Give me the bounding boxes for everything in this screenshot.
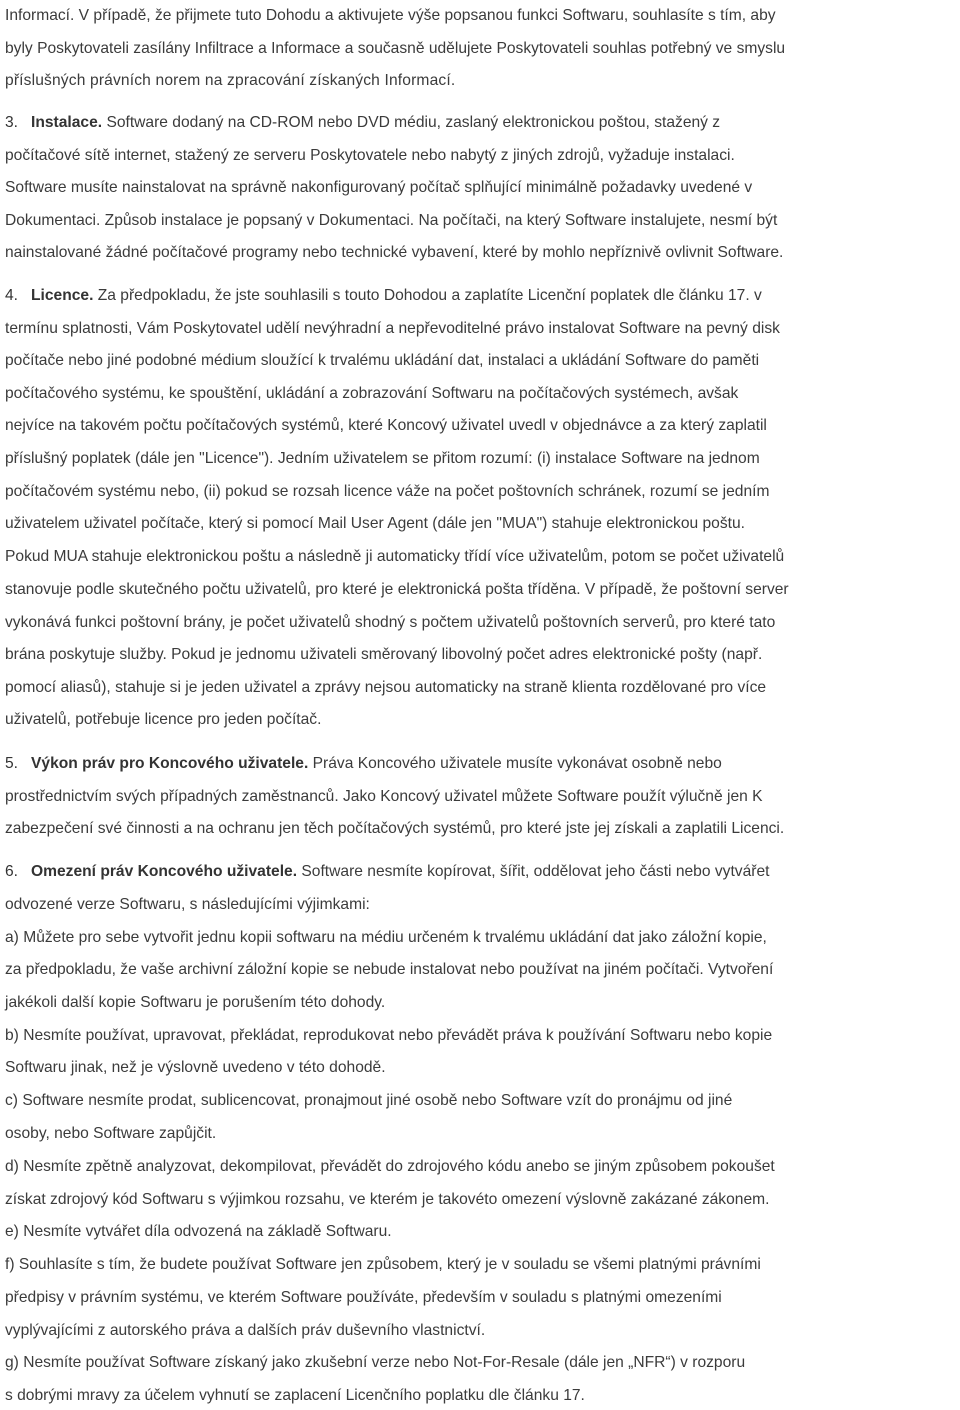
text-line: nainstalované žádné počítačové programy nebo technické vybavení, které by mohlo nepříznivě ovlivnit Software. xyxy=(5,244,784,261)
text-line: Software musíte nainstalovat na správně nakonfigurovaný počítač splňující minimálně požadavky uvedené v xyxy=(5,179,753,196)
section-text: Software nesmíte kopírovat, šířit, oddělovat jeho části nebo vytvářet xyxy=(301,863,770,880)
text-line: uživatelem uživatel počítače, který si pomocí Mail User Agent (dále jen "MUA") stahuje elektronickou poštu. xyxy=(5,515,745,532)
text-line: osoby, nebo Software zapůjčit. xyxy=(5,1125,217,1142)
section-3-first-line xyxy=(5,113,720,133)
text-line: za předpokladu, že vaše archivní záložní kopie se nebude instalovat nebo používat na jiném počítači. Vytvoření xyxy=(5,961,774,978)
text-line: uživatelů, potřebuje licence pro jeden počítač. xyxy=(5,711,322,728)
section-6-first-line xyxy=(5,862,769,882)
list-item-e: e) Nesmíte vytvářet díla odvozená na základě Softwaru. xyxy=(5,1223,392,1240)
text-line: vyplývajícími z autorského práva a dalších práv duševního vlastnictví. xyxy=(5,1322,486,1339)
text-line: počítačovém systému nebo, (ii) pokud se rozsah licence váže na počet poštovních schránek, rozumí se jedním xyxy=(5,483,770,500)
text-line: termínu splatnosti, Vám Poskytovatel udělí nevýhradní a nepřevoditelné právo instalovat Software na pevný disk xyxy=(5,320,780,337)
text-line: pomocí aliasů), stahuje si je jeden uživatel a zprávy nejsou automaticky na straně klienta rozdělované pro více xyxy=(5,679,767,696)
text-line: jakékoli další kopie Softwaru je porušením této dohody. xyxy=(5,994,386,1011)
text-line: počítačové sítě internet, stažený ze serveru Poskytovatele nebo nabytý z jiných zdrojů, vyžaduje instalaci. xyxy=(5,147,735,164)
list-item-a: a) Můžete pro sebe vytvořit jednu kopii softwaru na médiu určeném k trvalému ukládání dat jako záložní kopie, xyxy=(5,929,767,946)
list-item-g: g) Nesmíte používat Software získaný jako zkušební verze nebo Not-For-Resale (dále jen „NFR“) v rozporu xyxy=(5,1354,746,1371)
text-line: byly Poskytovateli zasílány Infiltrace a Informace a současně udělujete Poskytovateli souhlas potřebný ve smyslu xyxy=(5,40,786,57)
text-line: Softwaru jinak, než je výslovně uvedeno v této dohodě. xyxy=(5,1059,386,1076)
text-line: získat zdrojový kód Softwaru s výjimkou rozsahu, ve kterém je takovéto omezení výslovně zakázané zákonem. xyxy=(5,1191,770,1208)
text-line: odvozené verze Softwaru, s následujícími výjimkami: xyxy=(5,896,370,913)
text-line: brána poskytuje služby. Pokud je jednomu uživateli směrovaný libovolný počet adres elektronické pošty (např. xyxy=(5,646,763,663)
text-line: Dokumentaci. Způsob instalace je popsaný v Dokumentaci. Na počítači, na který Software instalujete, nesmí být xyxy=(5,212,778,229)
list-item-b: b) Nesmíte používat, upravovat, překládat, reprodukovat nebo převádět práva k používání Softwaru nebo kopie xyxy=(5,1027,773,1044)
text-line: Pokud MUA stahuje elektronickou poštu a následně ji automaticky třídí více uživatelům, potom se počet uživatelů xyxy=(5,548,785,565)
section-5-first-line xyxy=(5,754,722,774)
section-text: Za předpokladu, že jste souhlasili s touto Dohodou a zaplatíte Licenční poplatek dle článku 17. v xyxy=(97,287,762,304)
section-heading: Licence. xyxy=(31,287,94,304)
text-line: s dobrými mravy za účelem vyhnutí se zaplacení Licenčního poplatku dle článku 17. xyxy=(5,1387,585,1404)
text-line: Informací. V případě, že přijmete tuto Dohodu a aktivujete výše popsanou funkci Softwaru, souhlasíte s tím, aby xyxy=(5,7,776,24)
text-line: počítačového systému, ke spouštění, ukládání a zobrazování Softwaru na počítačových systémech, avšak xyxy=(5,385,739,402)
section-number: 3. xyxy=(5,114,19,131)
text-line: příslušných právních norem na zpracování získaných Informací. xyxy=(5,72,456,89)
list-item-f: f) Souhlasíte s tím, že budete používat Software jen způsobem, který je v souladu se všemi platnými právními xyxy=(5,1256,761,1273)
section-number: 5. xyxy=(5,755,19,772)
section-text: Práva Koncového uživatele musíte vykonávat osobně nebo xyxy=(312,755,722,772)
section-heading: Instalace. xyxy=(31,114,103,131)
section-heading: Výkon práv pro Koncového uživatele. xyxy=(31,755,309,772)
list-item-d: d) Nesmíte zpětně analyzovat, dekompilovat, převádět do zdrojového kódu anebo se jiným způsobem pokoušet xyxy=(5,1158,775,1175)
list-item-c: c) Software nesmíte prodat, sublicencovat, pronajmout jiné osobě nebo Software vzít do pronájmu od jiné xyxy=(5,1092,733,1109)
text-line: nejvíce na takovém počtu počítačových systémů, které Koncový uživatel uvedl v objednávce a za který zaplatil xyxy=(5,417,767,434)
text-line: předpisy v právním systému, ve kterém Software používáte, především v souladu s platnými omezeními xyxy=(5,1289,722,1306)
text-line: stanovuje podle skutečného počtu uživatelů, pro které je elektronická pošta tříděna. V případě, že poštovní server xyxy=(5,581,789,598)
section-text: Software dodaný na CD-ROM nebo DVD médiu, zaslaný elektronickou poštou, stažený z xyxy=(106,114,721,131)
text-line: příslušný poplatek (dále jen "Licence"). Jedním uživatelem se přitom rozumí: (i) instalace Software na jednom xyxy=(5,450,760,467)
section-heading: Omezení práv Koncového uživatele. xyxy=(31,863,298,880)
section-number: 6. xyxy=(5,863,19,880)
text-line: prostřednictvím svých případných zaměstnanců. Jako Koncový uživatel můžete Software použít výlučně jen K xyxy=(5,788,763,805)
text-line: vykonává funkci poštovní brány, je počet uživatelů shodný s počtem uživatelů poštovních serverů, pro které tato xyxy=(5,614,776,631)
text-line: počítače nebo jiné podobné médium sloužící k trvalému ukládání dat, instalaci a ukládání Software do paměti xyxy=(5,352,760,369)
section-4-first-line xyxy=(5,286,762,306)
section-number: 4. xyxy=(5,287,19,304)
text-line: zabezpečení své činnosti a na ochranu jen těch počítačových systémů, pro které jste jej získali a zaplatili Licenci. xyxy=(5,820,785,837)
